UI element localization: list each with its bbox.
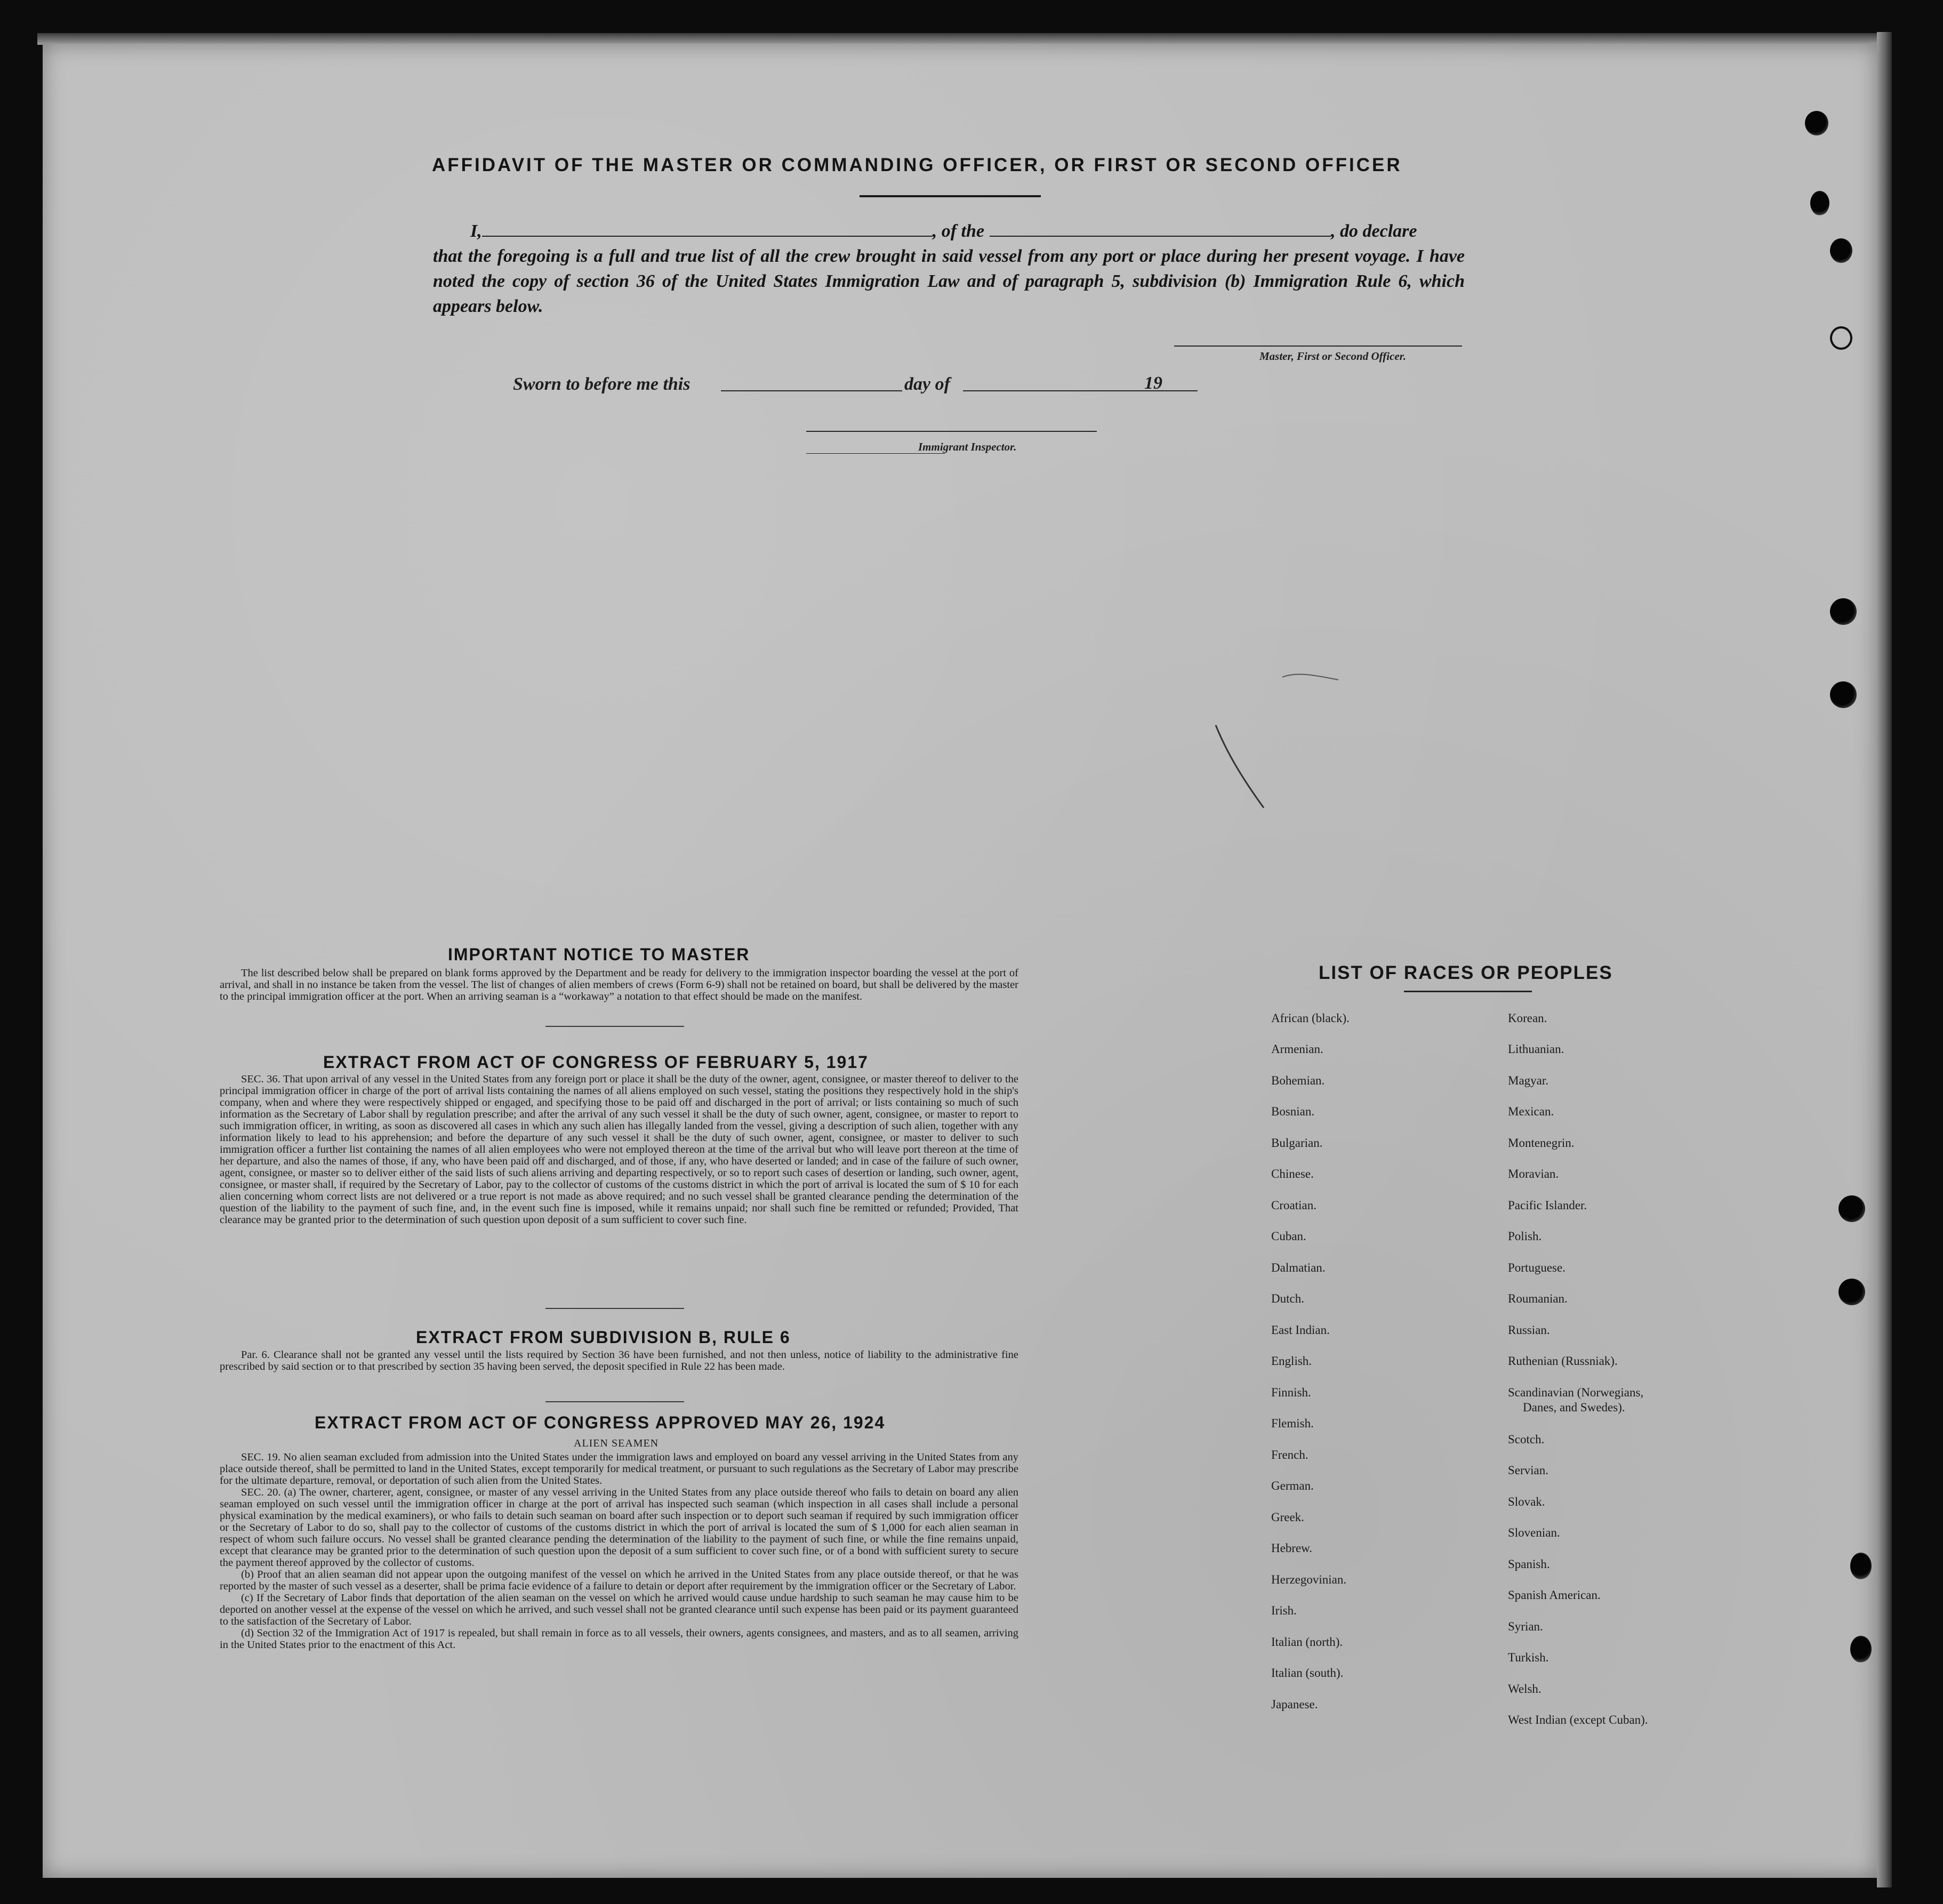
races-title: LIST OF RACES OR PEOPLES	[1319, 962, 1613, 983]
act-1924-paragraph: SEC. 19. No alien seaman excluded from admission into the United States under the immigration laws and employed on board any vessel arriving in the United States from any place outside thereof, shall be permitted to land in the United States, except temporarily for medical treatment, or pursuant to such regulations as the Secretary of Labor may prescribe for the ultimate departure, removal, or deportation of such alien from the United States.	[220, 1451, 1018, 1487]
race-item: Scandinavian (Norwegians,	[1508, 1386, 1644, 1399]
act-1924-title: EXTRACT FROM ACT OF CONGRESS APPROVED MAY 26, 1924	[315, 1413, 886, 1432]
race-item: Turkish.	[1508, 1651, 1549, 1664]
race-item: Croatian.	[1271, 1199, 1316, 1212]
declaration-body: that the foregoing is a full and true list of all the crew brought in said vessel from any port or place during her present voyage. I have noted the copy of section 36 of the United States Immigration Law and of paragraph 5, subdivision (b) Immigration Rule 6, which appears below.	[433, 246, 1465, 316]
punch-hole-icon	[1830, 326, 1852, 350]
race-item: Slovak.	[1508, 1495, 1545, 1508]
race-item: Spanish American.	[1508, 1588, 1601, 1602]
race-item: Lithuanian.	[1508, 1042, 1564, 1056]
page-top-edge	[37, 33, 1888, 45]
notice-title: IMPORTANT NOTICE TO MASTER	[448, 945, 750, 964]
do-declare-label: , do declare	[1331, 221, 1417, 241]
sworn-day-field[interactable]	[721, 390, 902, 391]
race-item: Welsh.	[1508, 1682, 1541, 1696]
inspector-signature-line[interactable]	[806, 431, 1097, 432]
races-left-column	[1271, 1011, 1495, 1747]
race-item: Servian.	[1508, 1464, 1549, 1477]
punch-hole-icon	[1830, 598, 1857, 625]
punch-hole-icon	[1830, 238, 1852, 263]
race-item: Bosnian.	[1271, 1105, 1315, 1118]
race-item: Flemish.	[1271, 1417, 1314, 1430]
i-label: I,	[470, 221, 482, 241]
punch-hole-icon	[1850, 1553, 1872, 1579]
day-of-label: day of	[904, 374, 950, 394]
pencil-mark	[1280, 661, 1344, 693]
race-item: French.	[1271, 1448, 1308, 1461]
race-item: Syrian.	[1508, 1620, 1543, 1633]
affidavit-declaration	[433, 219, 1465, 319]
punch-hole-icon	[1810, 191, 1829, 215]
race-item: Ruthenian (Russniak).	[1508, 1354, 1618, 1368]
inspector-caption: Immigrant Inspector.	[918, 440, 1017, 453]
sworn-year-field[interactable]	[1165, 390, 1198, 391]
race-item: Portuguese.	[1508, 1261, 1565, 1274]
race-item: Russian.	[1508, 1323, 1550, 1337]
race-item: Bohemian.	[1271, 1074, 1325, 1087]
race-item: Polish.	[1508, 1230, 1542, 1243]
race-item: Finnish.	[1271, 1386, 1311, 1399]
sworn-month-field[interactable]	[963, 390, 1198, 391]
race-item: Chinese.	[1271, 1167, 1314, 1180]
rule-6-title: EXTRACT FROM SUBDIVISION B, RULE 6	[416, 1328, 791, 1347]
races-right-column	[1508, 1011, 1785, 1737]
rule-6-divider	[545, 1401, 684, 1402]
race-item: Dutch.	[1271, 1292, 1304, 1305]
notice-text: The list described below shall be prepared on blank forms approved by the Department and be ready for delivery to the immigration inspector boarding the vessel at the port of arrival, and shall in no instance be taken from the vessel. The list of changes of alien members of crews (Form 6-9) shall not be retained on board, but shall be delivered by the master to the principal immigration officer at the port. When an arriving seaman is a “workaway” a notation to that effect should be made on the manifest.	[220, 967, 1018, 1002]
race-item: Italian (north).	[1271, 1635, 1343, 1649]
master-caption: Master, First or Second Officer.	[1259, 350, 1406, 363]
act-1924-paragraph: (d) Section 32 of the Immigration Act of 1917 is repealed, but shall remain in force as to all vessels, their owners, agents consignees, and masters, and as to all seamen, arriving in the United States prior to the enactment of this Act.	[220, 1627, 1018, 1651]
race-item: Moravian.	[1508, 1167, 1559, 1180]
act-1924-paragraph: (c) If the Secretary of Labor finds that deportation of the alien seaman on the vessel on which he arrived would cause undue hardship to such seaman he may cause him to be deported on another vessel at the expense of the vessel on which he arrived, and such vessel shall not be granted clearance until such expense has been paid or its payment guaranteed to the satisfaction of the Secretary of Labor.	[220, 1592, 1018, 1627]
race-item: English.	[1271, 1354, 1312, 1368]
act-1924-paragraph: (b) Proof that an alien seaman did not appear upon the outgoing manifest of the vessel on which he arrived in the United States from any place outside thereof, or that he was reported by the master of such vessel as a deserter, shall be prima facie evidence of a failure to detain or deport after requirement by the immigration officer or the Secretary of Labor.	[220, 1569, 1018, 1592]
race-item: Greek.	[1271, 1511, 1304, 1524]
races-title-underline	[1404, 991, 1532, 992]
punch-hole-icon	[1838, 1279, 1865, 1305]
race-item: Italian (south).	[1271, 1666, 1344, 1680]
sworn-label: Sworn to before me this	[513, 374, 691, 394]
race-item: Irish.	[1271, 1604, 1297, 1617]
race-item: East Indian.	[1271, 1323, 1330, 1337]
master-signature-line[interactable]	[1174, 346, 1462, 347]
rule-6-text: Par. 6. Clearance shall not be granted any vessel until the lists required by Section 36 have been furnished, and not then unless, notice of liability to the administrative fine prescribed by said section or to that prescribed by section 35 having been served, the deposit specified in Rule 22 has been made.	[220, 1349, 1018, 1372]
race-item: Roumanian.	[1508, 1292, 1568, 1305]
of-the-label: , of the	[932, 221, 985, 241]
officer-name-field[interactable]	[482, 221, 933, 237]
race-item: Cuban.	[1271, 1230, 1306, 1243]
race-item: Montenegrin.	[1508, 1136, 1575, 1150]
declaration-first-line	[433, 219, 1465, 244]
race-item: Herzegovinian.	[1271, 1573, 1347, 1586]
punch-hole-icon	[1838, 1195, 1865, 1222]
act-1924-subtitle: ALIEN SEAMEN	[574, 1437, 659, 1449]
race-item: Bulgarian.	[1271, 1136, 1323, 1150]
race-item: Pacific Islander.	[1508, 1199, 1587, 1212]
year-label: 19	[1144, 373, 1162, 393]
punch-hole-icon	[1805, 111, 1828, 135]
race-item: Korean.	[1508, 1011, 1547, 1025]
act-1924-paragraph: SEC. 20. (a) The owner, charterer, agent, consignee, or master of any vessel arriving in the United States from any place outside thereof who fails to detain on board any alien seaman employed on such vessel until the immigration officer in charge at the port of arrival has inspected such seaman (which inspection in all cases shall include a personal physical examination by the medical examiners), or who fails to detain such seaman on board after such inspection or to deport such seaman if required by such immigration officer or the Secretary of Labor to do so, shall pay to the collector of customs of the customs district in which the port of arrival is located the sum of $ 1,000 for each alien seaman in respect of whom such failure occurs. No vessel shall be granted clearance pending the determination of the liability to the payment of such fine, or while the fine remains unpaid, except that clearance may be granted prior to the determination of such question upon the deposit of a sum sufficient to cover such fine, or of a bond with sufficient surety to secure the payment thereof approved by the collector of customs.	[220, 1487, 1018, 1569]
affidavit-title: AFFIDAVIT OF THE MASTER OR COMMANDING OFFICER, OR FIRST OR SECOND OFFICER	[432, 155, 1402, 175]
title-underline	[860, 195, 1041, 197]
punch-hole-icon	[1830, 681, 1857, 708]
act-1917-title: EXTRACT FROM ACT OF CONGRESS OF FEBRUARY 5, 1917	[323, 1053, 869, 1072]
act-1917-text: SEC. 36. That upon arrival of any vessel in the United States from any foreign port or place it shall be the duty of the owner, agent, consignee, or master thereof to deliver to the principal immigration officer in charge of the port of arrival lists containing the names of all aliens employed on such vessel, stating the positions they respectively hold in the ship's company, when and where they were respectively shipped or engaged, and specifying those to be paid off and discharged in the port of arrival; or lists containing so much of such information as the Secretary of Labor shall by regulation prescribe; and after the arrival of any such vessel it shall be the duty of such owner, agent, consignee, or master to report to such immigration officer, in writing, as soon as discovered all cases in which any such alien has illegally landed from the vessel, giving a description of such alien, together with any information likely to lead to his apprehension; and before the departure of any such vessel it shall be the duty of such owner, agent, consignee, or master to deliver to such immigration officer a further list containing the names of all alien employees who were not employed thereon at the time of the arrival but who will leave port thereon at the time of her departure, and also the names of those, if any, who have been paid off and discharged, and of those, if any, who have deserted or landed; and in case of the failure of such owner, agent, consignee, or master so to deliver either of the said lists of such aliens arriving and departing respectively, or so to report such cases of desertion or landing, such owner, agent, consignee, or master shall, if required by the Secretary of Labor, pay to the collector of customs of the customs district in which the port of arrival is located the sum of $ 10 for each alien concerning whom correct lists are not delivered or a true report is not made as above required; and no such vessel shall be granted clearance pending the determination of the question of the liability to the payment of such fine, and, in the event such fine is imposed, while it remains unpaid; nor shall such fine be remitted or refunded; Provided, That clearance may be granted prior to the determination of such question upon deposit of a sum sufficient to cover such fine.	[220, 1073, 1018, 1226]
page-right-edge	[1877, 32, 1892, 1887]
race-item: West Indian (except Cuban).	[1508, 1713, 1648, 1726]
race-item: Danes, and Swedes).	[1523, 1401, 1625, 1414]
race-item: Dalmatian.	[1271, 1261, 1326, 1274]
race-item: Magyar.	[1508, 1074, 1549, 1087]
pencil-mark	[1210, 720, 1274, 816]
race-item: African (black).	[1271, 1011, 1350, 1025]
race-item: Mexican.	[1508, 1105, 1554, 1118]
race-item: Japanese.	[1271, 1698, 1318, 1711]
act-1917-divider	[545, 1308, 684, 1309]
race-item: Hebrew.	[1271, 1541, 1313, 1555]
act-1924-text	[220, 1451, 1018, 1651]
race-item: Armenian.	[1271, 1042, 1323, 1056]
race-item: German.	[1271, 1479, 1314, 1492]
race-item: Slovenian.	[1508, 1526, 1560, 1539]
race-item: Spanish.	[1508, 1557, 1550, 1571]
punch-hole-icon	[1850, 1636, 1872, 1662]
race-item: Scotch.	[1508, 1433, 1545, 1446]
vessel-name-field[interactable]	[990, 221, 1331, 237]
notice-divider	[545, 1026, 684, 1027]
